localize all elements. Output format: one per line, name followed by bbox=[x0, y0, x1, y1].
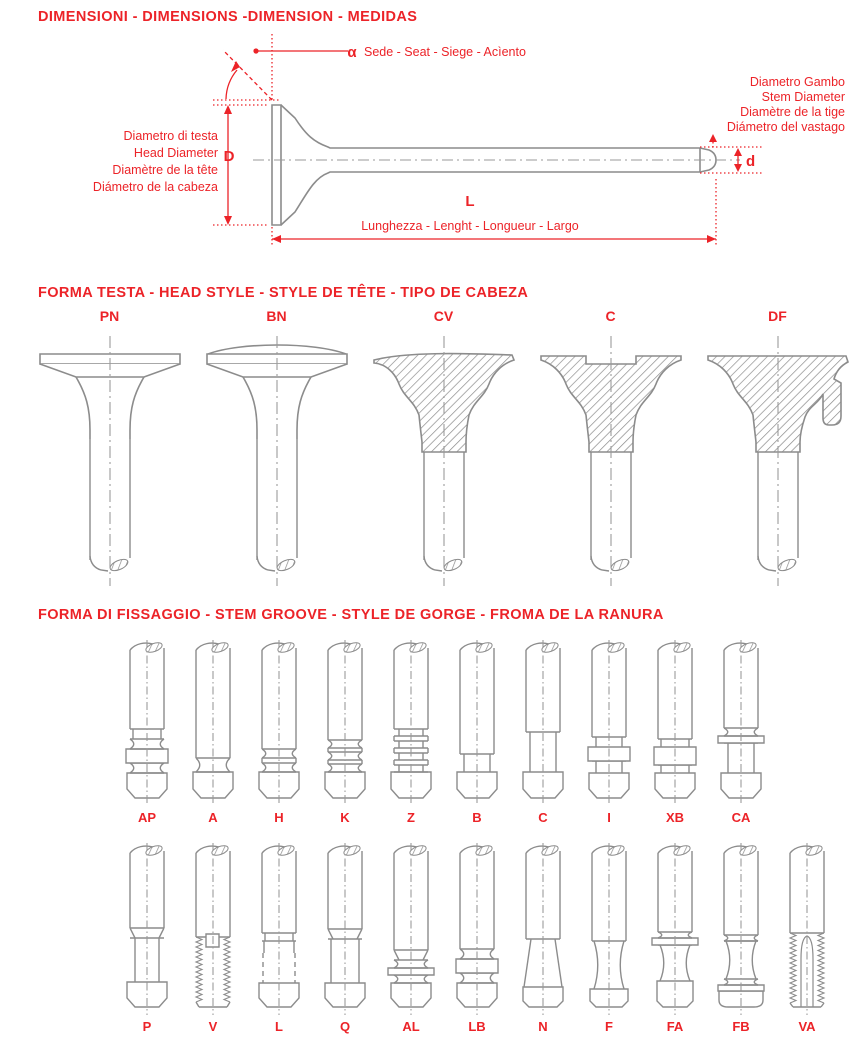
stem-groove-label-f: F bbox=[605, 1019, 613, 1034]
stem-groove-figure-b bbox=[444, 640, 510, 806]
stem-groove-figure-fa bbox=[642, 843, 708, 1015]
stem-groove-figure-f bbox=[576, 843, 642, 1015]
stem-groove-item-ca bbox=[708, 640, 774, 825]
stem-groove-label-lb: LB bbox=[468, 1019, 486, 1034]
head-style-figure-df bbox=[696, 334, 860, 592]
stem-groove-figure-z bbox=[378, 640, 444, 806]
stem-groove-figure-v bbox=[180, 843, 246, 1015]
head-style-item-c bbox=[527, 308, 694, 592]
stem-groove-label-ap: AP bbox=[137, 810, 157, 825]
stem-groove-label-z: Z bbox=[407, 810, 415, 825]
stem-groove-label-p: P bbox=[142, 1019, 152, 1034]
stem-groove-figure-fb bbox=[708, 843, 774, 1015]
stem-groove-item-h bbox=[246, 640, 312, 825]
stem-groove-figure-lb bbox=[444, 843, 510, 1015]
stem-groove-row-2 bbox=[114, 843, 840, 1034]
head-style-label-pn: PN bbox=[99, 308, 120, 324]
stem-groove-item-v bbox=[180, 843, 246, 1034]
dim-L: L bbox=[465, 193, 475, 210]
stem-groove-figure-n bbox=[510, 843, 576, 1015]
stem-groove-item-k bbox=[312, 640, 378, 825]
head-style-label-bn: BN bbox=[266, 308, 287, 324]
stem-groove-item-ap bbox=[114, 640, 180, 825]
stem-groove-item-lb bbox=[444, 843, 510, 1034]
stem-groove-item-q bbox=[312, 843, 378, 1034]
stem-groove-item-a bbox=[180, 640, 246, 825]
stem-groove-figure-ap bbox=[114, 640, 180, 806]
stem-groove-label-c: C bbox=[538, 810, 548, 825]
svg-text:Diametro Gambo: Diametro Gambo bbox=[749, 75, 845, 89]
svg-text:Head Diameter: Head Diameter bbox=[133, 146, 218, 160]
stem-groove-label-xb: XB bbox=[665, 810, 685, 825]
dimensions-section-title: DIMENSIONI - DIMENSIONS -DIMENSION - MEDIDAS bbox=[38, 9, 418, 25]
svg-text:Diámetro del vastago: Diámetro del vastago bbox=[726, 120, 845, 134]
stem-groove-label-a: A bbox=[208, 810, 218, 825]
stem-groove-item-l bbox=[246, 843, 312, 1034]
head-style-figure-cv bbox=[362, 334, 526, 592]
stem-groove-label-fa: FA bbox=[666, 1019, 684, 1034]
stem-groove-label-b: B bbox=[472, 810, 482, 825]
stem-groove-figure-h bbox=[246, 640, 312, 806]
stem-groove-label-i: I bbox=[607, 810, 611, 825]
stem-groove-item-f bbox=[576, 843, 642, 1034]
head-style-item-pn bbox=[26, 308, 193, 592]
stem-groove-item-fb bbox=[708, 843, 774, 1034]
head-style-label-df: DF bbox=[768, 308, 787, 324]
stem-groove-item-fa bbox=[642, 843, 708, 1034]
svg-text:Diámetro de la cabeza: Diámetro de la cabeza bbox=[92, 180, 218, 194]
stem-groove-figure-i bbox=[576, 640, 642, 806]
stem-diameter-label bbox=[727, 75, 845, 134]
stem-groove-label-v: V bbox=[208, 1019, 218, 1034]
stem-groove-label-ca: CA bbox=[731, 810, 751, 825]
svg-text:Diamètre de la tige: Diamètre de la tige bbox=[740, 105, 845, 119]
head-style-figure-pn bbox=[28, 334, 192, 592]
stem-groove-figure-q bbox=[312, 843, 378, 1015]
head-style-label-cv: CV bbox=[433, 308, 454, 324]
stem-groove-figure-k bbox=[312, 640, 378, 806]
stem-groove-row-1 bbox=[114, 640, 774, 825]
stem-groove-item-z bbox=[378, 640, 444, 825]
stem-groove-figure-l bbox=[246, 843, 312, 1015]
stem-groove-section-title: FORMA DI FISSAGGIO - STEM GROOVE - STYLE DE GORGE - FROMA DE LA RANURA bbox=[38, 607, 664, 623]
head-style-figure-bn bbox=[195, 334, 359, 592]
stem-groove-item-n bbox=[510, 843, 576, 1034]
stem-groove-item-al bbox=[378, 843, 444, 1034]
seat-label: Sede - Seat - Siege - Acìento bbox=[364, 45, 526, 59]
head-diameter-label bbox=[93, 129, 218, 194]
stem-groove-item-i bbox=[576, 640, 642, 825]
svg-text:Diametro di testa: Diametro di testa bbox=[123, 129, 218, 143]
stem-groove-figure-xb bbox=[642, 640, 708, 806]
stem-groove-figure-va bbox=[774, 843, 840, 1015]
stem-groove-item-c bbox=[510, 640, 576, 825]
stem-groove-label-va: VA bbox=[798, 1019, 816, 1034]
stem-groove-label-al: AL bbox=[402, 1019, 420, 1034]
alpha-label: α bbox=[347, 44, 357, 61]
dimension-lines bbox=[213, 34, 762, 246]
stem-groove-figure-ca bbox=[708, 640, 774, 806]
stem-groove-figure-c bbox=[510, 640, 576, 806]
stem-groove-figure-al bbox=[378, 843, 444, 1015]
stem-groove-item-b bbox=[444, 640, 510, 825]
head-style-item-bn bbox=[193, 308, 360, 592]
head-style-label-c: C bbox=[605, 308, 616, 324]
valve-dimension-drawing bbox=[0, 30, 860, 280]
stem-groove-figure-p bbox=[114, 843, 180, 1015]
head-style-item-cv bbox=[360, 308, 527, 592]
stem-groove-figure-a bbox=[180, 640, 246, 806]
stem-groove-item-va bbox=[774, 843, 840, 1034]
head-style-row bbox=[26, 308, 860, 592]
valve-outline bbox=[272, 105, 716, 225]
stem-groove-label-h: H bbox=[274, 810, 284, 825]
dim-D: D bbox=[223, 148, 235, 165]
stem-groove-label-q: Q bbox=[339, 1019, 351, 1034]
dimension-arrowheads bbox=[224, 48, 742, 243]
stem-groove-item-xb bbox=[642, 640, 708, 825]
head-style-figure-c bbox=[529, 334, 693, 592]
svg-text:Diamètre de la tête: Diamètre de la tête bbox=[112, 163, 218, 177]
head-style-section-title: FORMA TESTA - HEAD STYLE - STYLE DE TÊTE - TIPO DE CABEZA bbox=[38, 285, 529, 301]
stem-groove-label-k: K bbox=[340, 810, 350, 825]
stem-groove-label-l: L bbox=[275, 1019, 283, 1034]
stem-groove-label-fb: FB bbox=[732, 1019, 750, 1034]
head-style-item-df bbox=[694, 308, 860, 592]
dim-d: d bbox=[746, 153, 756, 170]
stem-groove-label-n: N bbox=[538, 1019, 548, 1034]
length-label: Lunghezza - Lenght - Longueur - Largo bbox=[361, 219, 579, 233]
stem-groove-item-p bbox=[114, 843, 180, 1034]
svg-text:Stem Diameter: Stem Diameter bbox=[761, 90, 845, 104]
